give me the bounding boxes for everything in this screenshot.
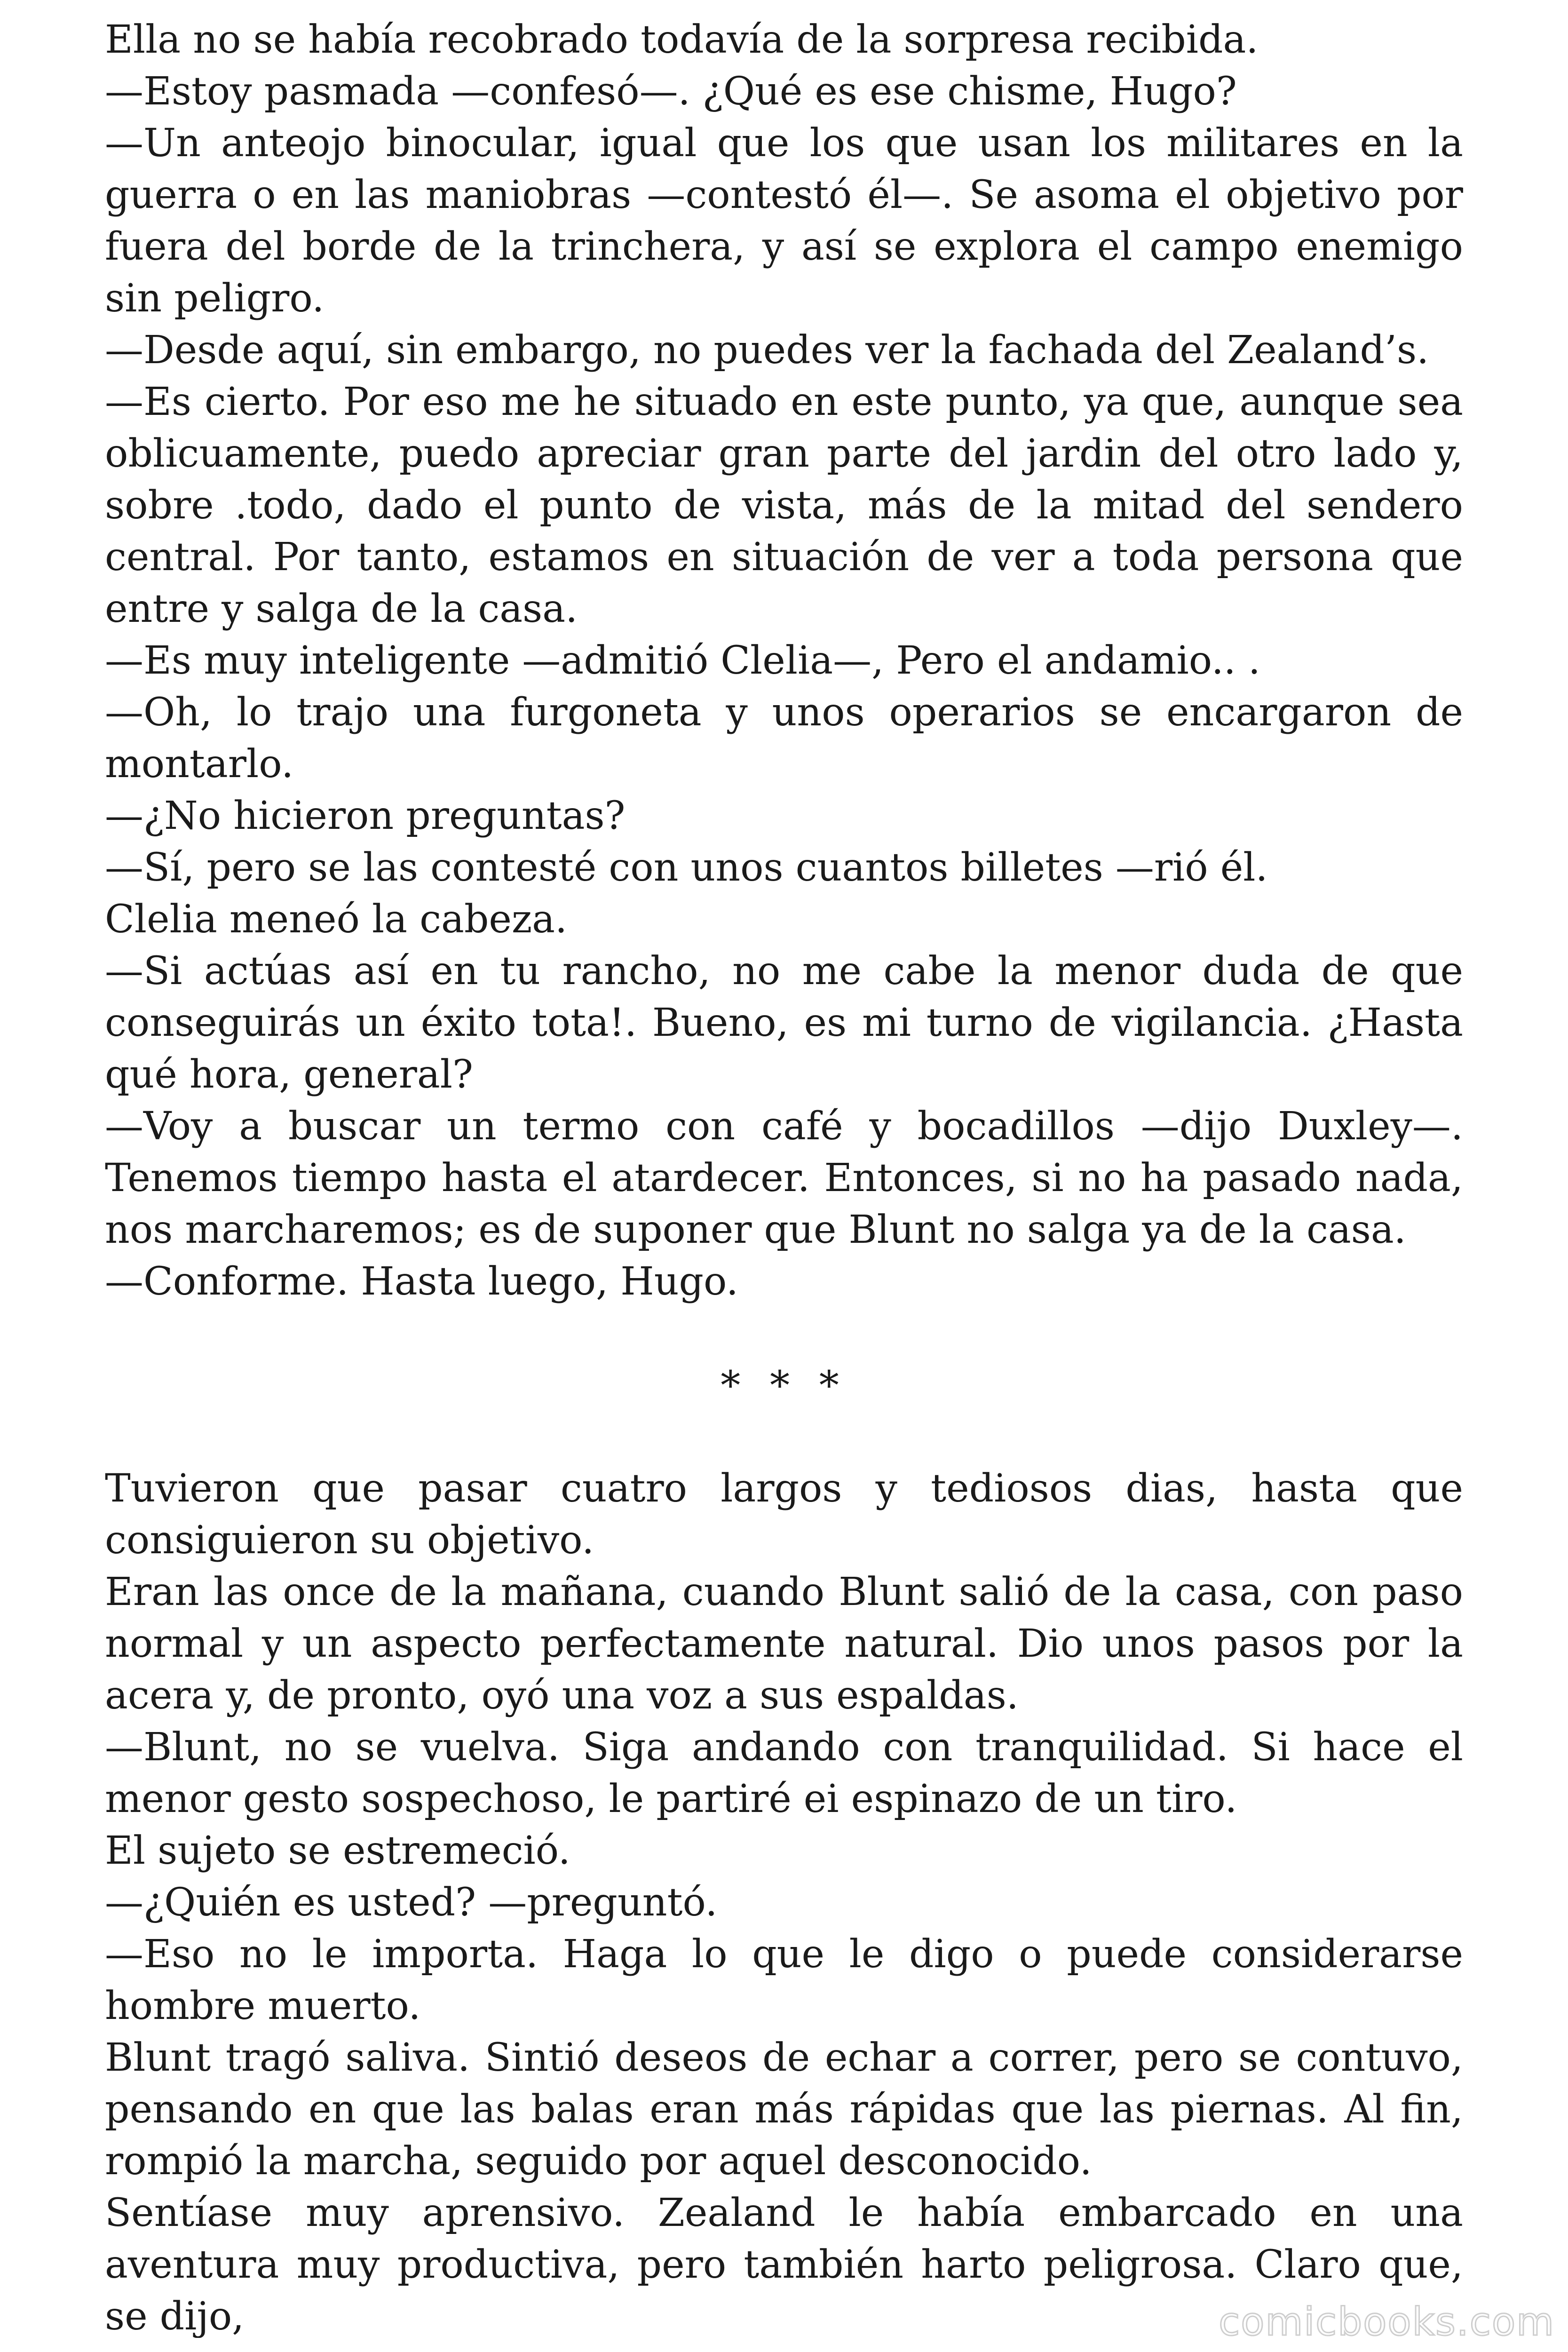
paragraph: —¿No hicieron preguntas? bbox=[105, 794, 626, 838]
paragraph: Eran las once de la mañana, cuando Blunt salió de la casa, con paso normal y un aspecto perfectamente natural. Dio unos pasos por la acera y, de pronto, oyó una voz a sus espaldas. bbox=[105, 1570, 1463, 1718]
paragraph: —Es muy inteligente —admitió Clelia—, Pero el andamio.. . bbox=[105, 638, 1260, 683]
paragraph: Clelia meneó la cabeza. bbox=[105, 897, 568, 942]
paragraph: —Conforme. Hasta luego, Hugo. bbox=[105, 1259, 738, 1304]
paragraph: —Oh, lo trajo una furgoneta y unos operarios se encargaron de montarlo. bbox=[105, 690, 1463, 787]
paragraph: —Sí, pero se las contesté con unos cuantos billetes —rió él. bbox=[105, 845, 1268, 890]
paragraph: —Un anteojo binocular, igual que los que usan los militares en la guerra o en las maniobras —contestó él—. Se asoma el objetivo por fuera del borde de la trinchera, y así se explora el campo enemigo sin peligro. bbox=[105, 121, 1463, 321]
paragraph: Sentíase muy aprensivo. Zealand le había embarcado en una aventura muy productiva, pero también harto peligrosa. Claro que, se dijo, bbox=[105, 2191, 1463, 2338]
paragraph: —Desde aquí, sin embargo, no puedes ver la fachada del Zealand’s. bbox=[105, 328, 1429, 373]
paragraph: —Es cierto. Por eso me he situado en este punto, ya que, aunque sea oblicuamente, puedo apreciar gran parte del jardin del otro lado y, sobre .todo, dado el punto de vista, más de la mitad del sendero central. Por tanto, estamos en situación de ver a toda persona que entre y salga de la casa. bbox=[105, 380, 1463, 631]
paragraph: —Estoy pasmada —confesó—. ¿Qué es ese chisme, Hugo? bbox=[105, 69, 1237, 114]
section-break: * * * bbox=[721, 1362, 847, 1408]
paragraph: —Voy a buscar un termo con café y bocadillos —dijo Duxley—. Tenemos tiempo hasta el atardecer. Entonces, si no ha pasado nada, nos marcharemos; es de suponer que Blunt no salga ya de la casa. bbox=[105, 1104, 1463, 1252]
paragraph: El sujeto se estremeció. bbox=[105, 1828, 570, 1873]
paragraph: Blunt tragó saliva. Sintió deseos de echar a correr, pero se contuvo, pensando en que las balas eran más rápidas que las piernas. Al fin, rompió la marcha, seguido por aquel desconocido. bbox=[105, 2035, 1463, 2184]
book-page bbox=[105, 14, 1463, 2338]
paragraph: Tuvieron que pasar cuatro largos y tediosos dias, hasta que consiguieron su objetivo. bbox=[105, 1466, 1463, 1563]
paragraph: Ella no se había recobrado todavía de la sorpresa recibida. bbox=[105, 17, 1259, 62]
paragraph: —¿Quién es usted? —preguntó. bbox=[105, 1880, 718, 1925]
paragraph: —Si actúas así en tu rancho, no me cabe la menor duda de que conseguirás un éxito tota!. Bueno, es mi turno de vigilancia. ¿Hasta qué hora, general? bbox=[105, 949, 1463, 1097]
paragraph: —Blunt, no se vuelva. Siga andando con tranquilidad. Si hace el menor gesto sospechoso, le partiré ei espinazo de un tiro. bbox=[105, 1725, 1463, 1821]
watermark: comicbooks.com bbox=[1219, 2300, 1555, 2344]
paragraph: —Eso no le importa. Haga lo que le digo o puede considerarse hombre muerto. bbox=[105, 1932, 1463, 2028]
